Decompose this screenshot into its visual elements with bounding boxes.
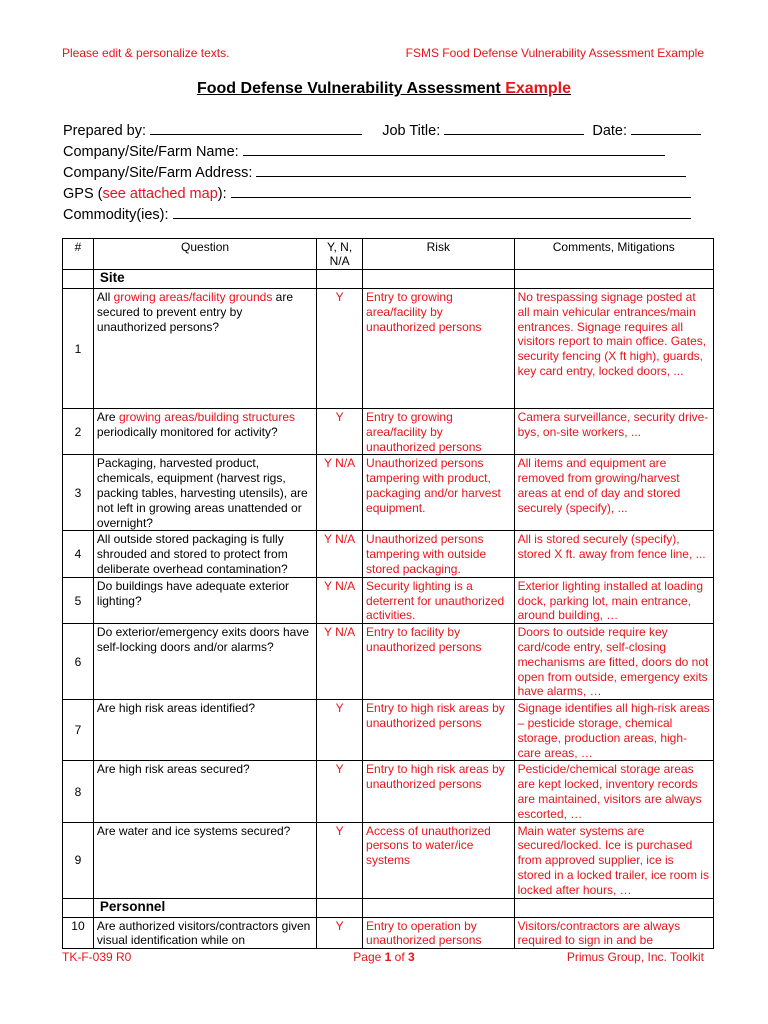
prepared-by-label: Prepared by: (63, 123, 147, 139)
row-yn: Y (317, 761, 363, 822)
footer-publisher: Primus Group, Inc. Toolkit (566, 950, 704, 964)
gps-note: see attached map (102, 186, 218, 202)
row-number: 2 (63, 409, 94, 455)
row-risk: Entry to growing area/facility by unauthorized persons (363, 289, 515, 409)
prepared-by-row (63, 121, 701, 139)
header-left-note: Please edit & personalize texts. (62, 46, 230, 60)
row-yn: Y (317, 409, 363, 455)
row-question: Are high risk areas identified? (93, 700, 316, 761)
table-row (63, 289, 714, 409)
row-yn: Y N/A (317, 455, 363, 531)
row-risk: Unauthorized persons tampering with product, packaging and/or harvest equipment. (363, 455, 515, 531)
row-risk: Entry to facility by unauthorized persons (363, 624, 515, 700)
col-header-risk: Risk (363, 239, 515, 270)
date-line[interactable] (631, 121, 701, 135)
row-number: 8 (63, 761, 94, 822)
section-row-personnel (63, 898, 714, 917)
row-yn: Y N/A (317, 531, 363, 577)
row-number: 4 (63, 531, 94, 577)
row-comment: No trespassing signage posted at all main vehicular entrances/main entrances. Signage requires all visitors report to main office. Gates, security fencing (X ft high), guards, key card entry, locked doors, ... (514, 289, 713, 409)
commodities-row (63, 205, 691, 223)
table-row (63, 761, 714, 822)
header-right-title: FSMS Food Defense Vulnerability Assessment Example (405, 46, 704, 60)
row-number: 9 (63, 822, 94, 898)
title-accent: Example (505, 80, 572, 97)
company-name-label: Company/Site/Farm Name: (63, 144, 239, 160)
row-comment: All is stored securely (specify), stored X ft. away from fence line, ... (514, 531, 713, 577)
row-yn: Y N/A (317, 624, 363, 700)
row-number: 5 (63, 577, 94, 623)
col-header-number: # (63, 239, 94, 270)
row-risk: Entry to high risk areas by unauthorized persons (363, 700, 515, 761)
table-header-row (63, 239, 714, 270)
col-header-comments: Comments, Mitigations (514, 239, 713, 270)
table-row (63, 455, 714, 531)
footer-page-number: Page 1 of 3 (353, 950, 415, 964)
col-header-yn: Y, N, N/A (317, 239, 363, 270)
row-yn: Y (317, 917, 363, 949)
col-header-question: Question (93, 239, 316, 270)
section-title-site: Site (93, 270, 316, 289)
table-row (63, 917, 714, 949)
row-yn: Y N/A (317, 577, 363, 623)
company-name-line[interactable] (243, 142, 665, 156)
table-row (63, 624, 714, 700)
gps-label-end: ): (217, 186, 227, 202)
row-risk: Security lighting is a deterrent for unauthorized activities. (363, 577, 515, 623)
row-yn: Y (317, 289, 363, 409)
row-risk: Entry to operation by unauthorized persons (363, 917, 515, 949)
row-risk: Access of unauthorized persons to water/ice systems (363, 822, 515, 898)
row-number: 1 (63, 289, 94, 409)
assessment-table (62, 238, 714, 949)
row-comment: All items and equipment are removed from growing/harvest areas at end of day and stored securely (specify), ... (514, 455, 713, 531)
row-comment: Pesticide/chemical storage areas are kept locked, inventory records are maintained, visitors are always escorted, … (514, 761, 713, 822)
row-question: Are authorized visitors/contractors given visual identification while on (93, 917, 316, 949)
table-row (63, 409, 714, 455)
gps-row (63, 184, 691, 202)
job-title-line[interactable] (444, 121, 584, 135)
job-title-label: Job Title: (382, 123, 441, 139)
section-title-personnel: Personnel (93, 898, 316, 917)
table-row (63, 531, 714, 577)
row-question: Packaging, harvested product, chemicals, equipment (harvest rigs, packing tables, harvesting utensils), are not left in growing areas unattended or overnight? (93, 455, 316, 531)
row-number: 3 (63, 455, 94, 531)
row-number: 10 (63, 917, 94, 949)
row-risk: Entry to growing area/facility by unauthorized persons (363, 409, 515, 455)
table-row (63, 822, 714, 898)
row-comment: Camera surveillance, security drive-bys, on-site workers, ... (514, 409, 713, 455)
company-name-row (63, 142, 665, 160)
company-address-label: Company/Site/Farm Address: (63, 165, 253, 181)
row-risk: Unauthorized persons tampering with outside stored packaging. (363, 531, 515, 577)
row-number: 6 (63, 624, 94, 700)
row-comment: Exterior lighting installed at loading dock, parking lot, main entrance, around building, … (514, 577, 713, 623)
document-title (0, 80, 768, 98)
row-question: Are high risk areas secured? (93, 761, 316, 822)
table-row (63, 700, 714, 761)
row-question: All outside stored packaging is fully shrouded and stored to protect from deliberate overhead contamination? (93, 531, 316, 577)
row-question: Are water and ice systems secured? (93, 822, 316, 898)
row-yn: Y (317, 700, 363, 761)
row-risk: Entry to high risk areas by unauthorized persons (363, 761, 515, 822)
row-question: All growing areas/facility grounds are secured to prevent entry by unauthorized persons? (93, 289, 316, 409)
commodities-label: Commodity(ies): (63, 207, 169, 223)
footer-doc-code: TK-F-039 R0 (62, 950, 132, 964)
section-row-site (63, 270, 714, 289)
gps-line[interactable] (231, 184, 691, 198)
row-number: 7 (63, 700, 94, 761)
commodities-line[interactable] (173, 205, 691, 219)
row-comment: Doors to outside require key card/code entry, self-closing mechanisms are fitted, doors do not open from outside, emergency exits have alarms, … (514, 624, 713, 700)
prepared-by-line[interactable] (150, 121, 362, 135)
row-comment: Signage identifies all high-risk areas – pesticide storage, chemical storage, production areas, high-care areas, … (514, 700, 713, 761)
row-comment: Visitors/contractors are always required to sign in and be (514, 917, 713, 949)
company-address-row (63, 163, 686, 181)
row-question: Do exterior/emergency exits doors have self-locking doors and/or alarms? (93, 624, 316, 700)
title-main: Food Defense Vulnerability Assessment (196, 80, 506, 97)
row-comment: Main water systems are secured/locked. Ice is purchased from approved supplier, ice is stored in a locked trailer, ice room is locked after hours, … (514, 822, 713, 898)
gps-label: GPS ( (63, 186, 103, 202)
row-yn: Y (317, 822, 363, 898)
company-address-line[interactable] (256, 163, 686, 177)
row-question: Do buildings have adequate exterior lighting? (93, 577, 316, 623)
row-question: Are growing areas/building structures periodically monitored for activity? (93, 409, 316, 455)
table-row (63, 577, 714, 623)
date-label: Date: (592, 123, 628, 139)
